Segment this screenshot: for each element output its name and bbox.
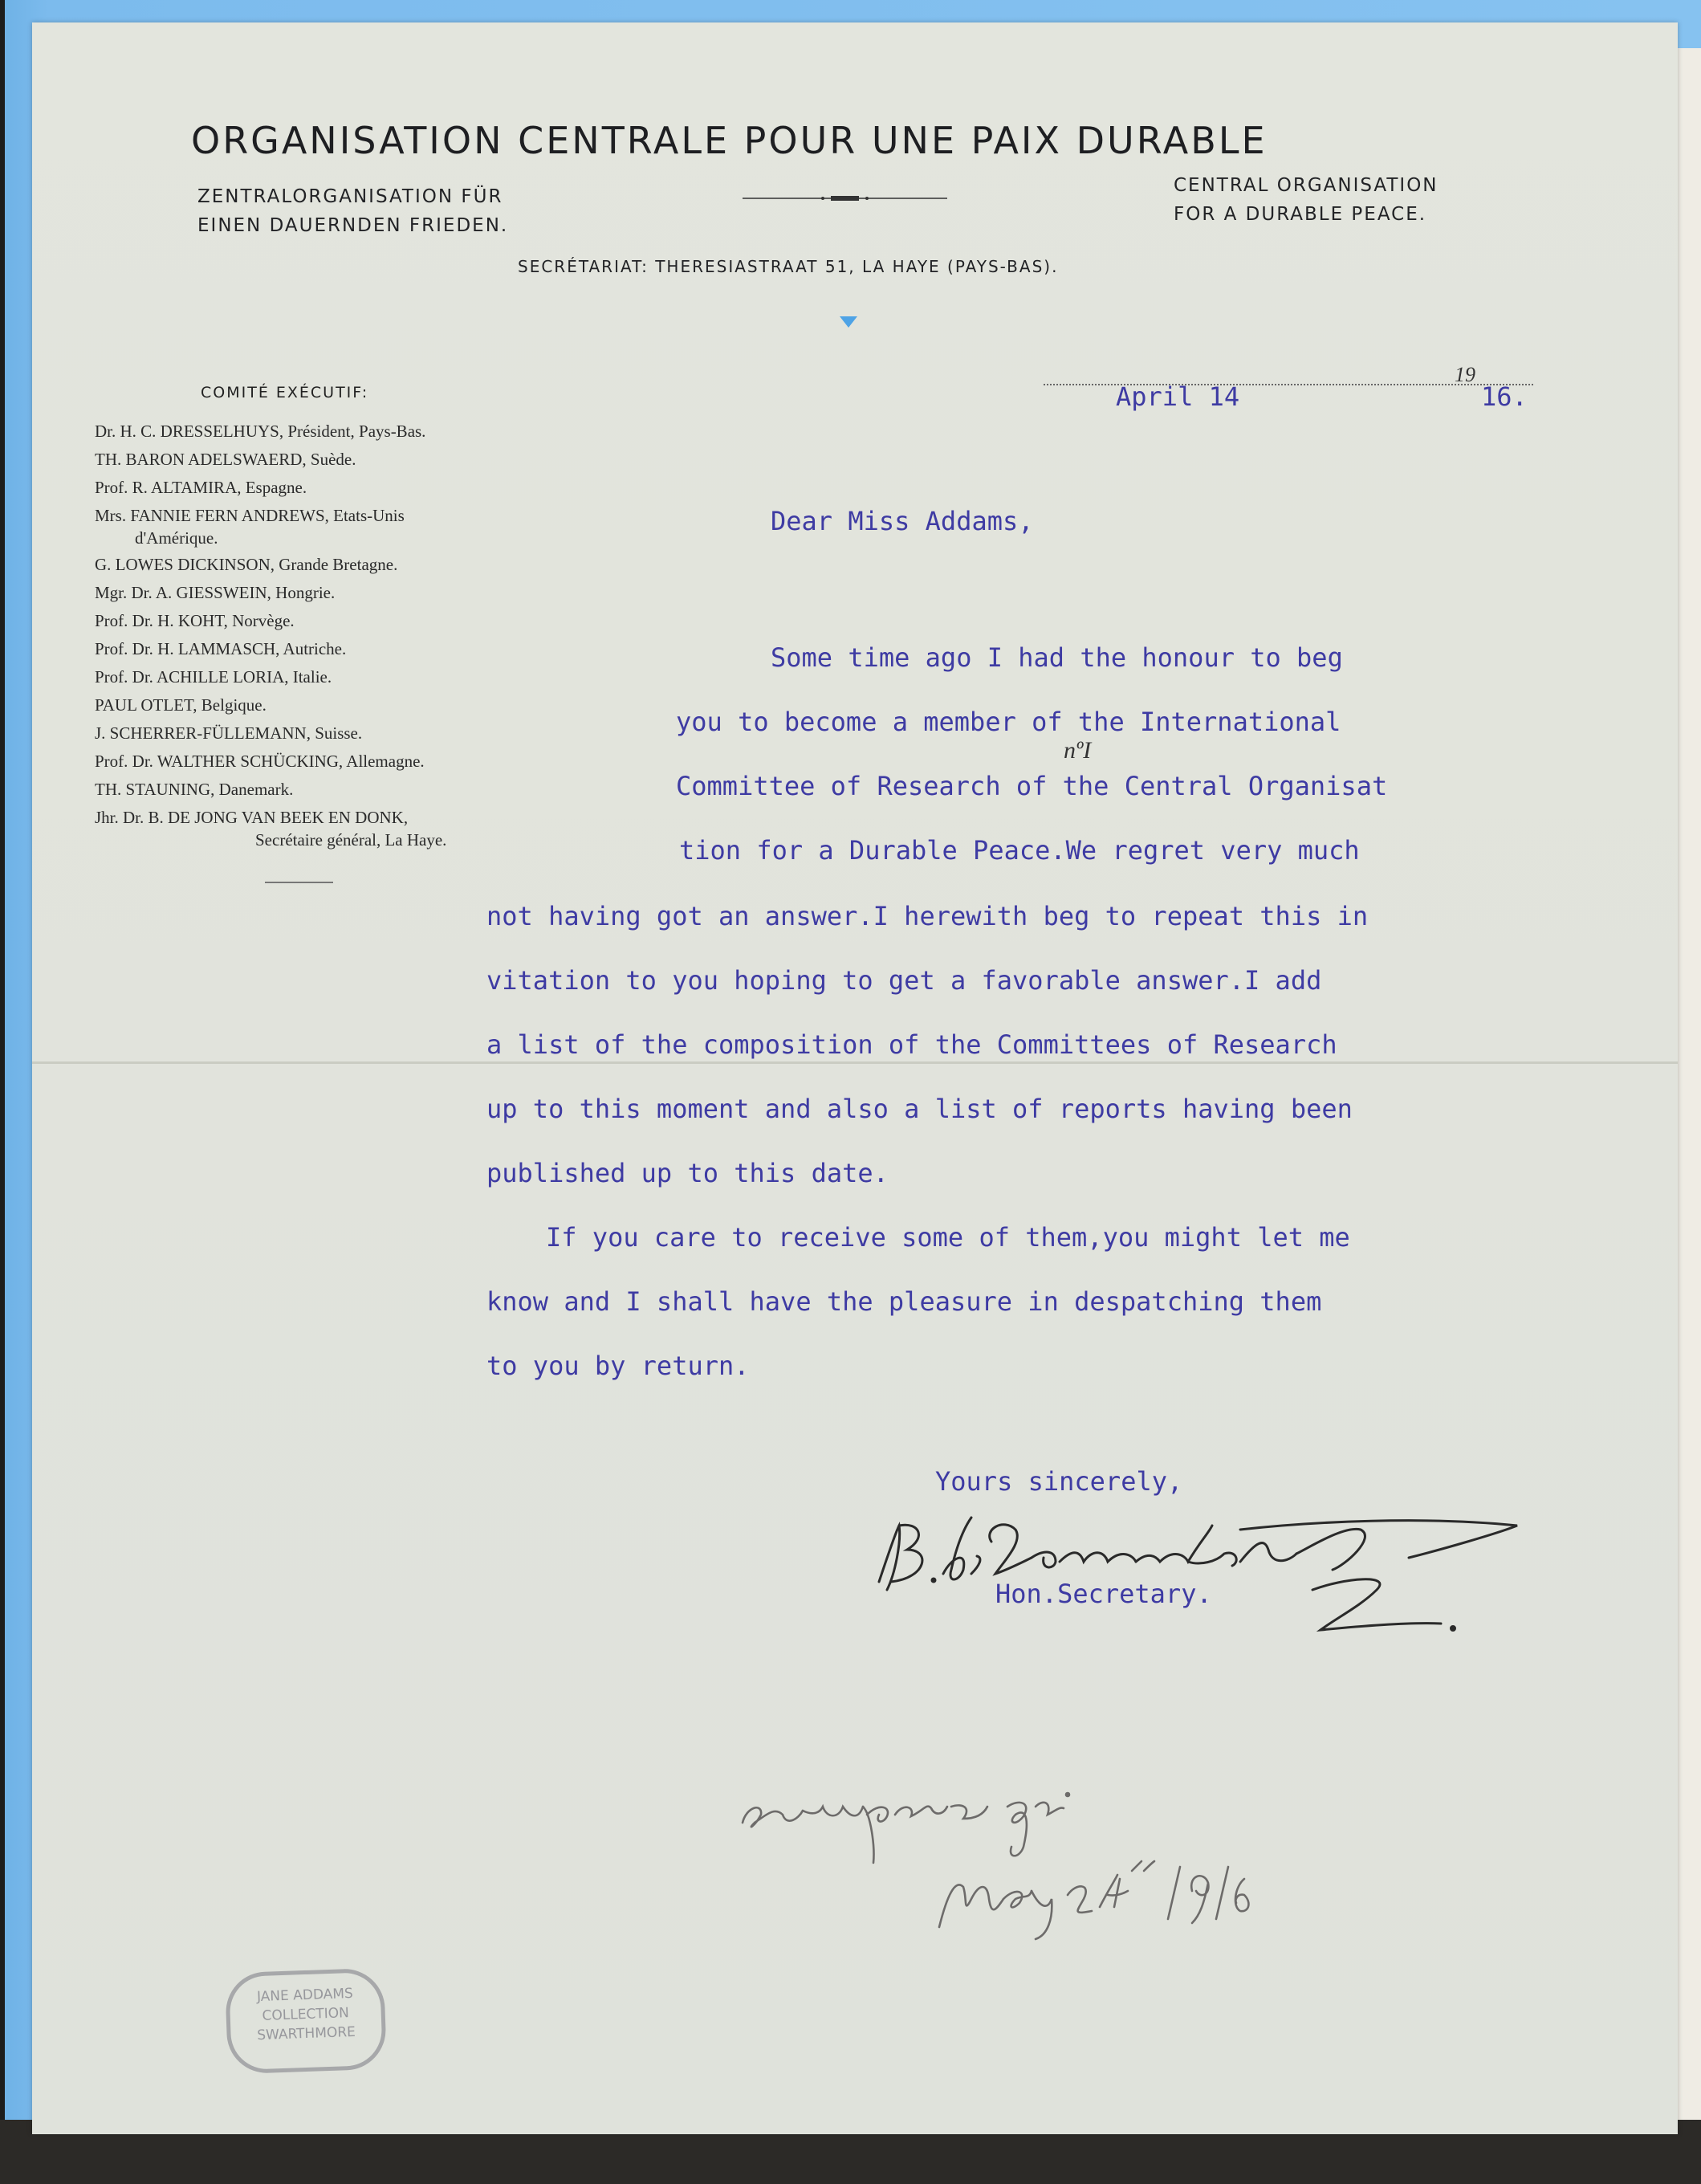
letter-body-line: not having got an answer.I herewith beg to repeat this in bbox=[486, 901, 1369, 931]
committee-member bbox=[95, 637, 520, 661]
handwritten-insert-mark: nºI bbox=[1064, 737, 1092, 764]
committee-member-name: J. SCHERRER-FÜLLEMANN, Suisse. bbox=[95, 723, 363, 743]
committee-member-name: Prof. Dr. ACHILLE LORIA, Italie. bbox=[95, 667, 332, 687]
committee-member bbox=[95, 777, 520, 801]
committee-member-name: Prof. Dr. H. KOHT, Norvège. bbox=[95, 611, 295, 630]
letter-date-year: 16. bbox=[1481, 381, 1528, 412]
letter-body-line: to you by return. bbox=[486, 1351, 750, 1381]
collection-stamp bbox=[225, 1968, 387, 2075]
paper-fold-crease bbox=[32, 1061, 1678, 1064]
committee-member bbox=[95, 609, 520, 633]
letter-body-line: Some time ago I had the honour to beg bbox=[771, 642, 1343, 673]
letterhead-ornament bbox=[743, 194, 947, 202]
committee-member-name: Dr. H. C. DRESSELHUYS, Président, Pays-Bas. bbox=[95, 422, 426, 441]
committee-member-name: Jhr. Dr. B. DE JONG VAN BEEK EN DONK, bbox=[95, 808, 409, 827]
letter-body-line: a list of the composition of the Committees of Research bbox=[486, 1029, 1337, 1060]
committee-member-name: Mrs. FANNIE FERN ANDREWS, Etats-Unis bbox=[95, 506, 405, 525]
letterhead-german-line2: EINEN DAUERNDEN FRIEDEN. bbox=[197, 215, 509, 236]
committee-member bbox=[95, 693, 520, 717]
committee-member-name: G. LOWES DICKINSON, Grande Bretagne. bbox=[95, 555, 398, 574]
committee-member bbox=[95, 503, 520, 548]
letterhead-german-line1: ZENTRALORGANISATION FÜR bbox=[197, 186, 503, 207]
letter-closing: Yours sincerely, bbox=[935, 1466, 1183, 1497]
letter-salutation: Dear Miss Addams, bbox=[771, 506, 1034, 536]
date-printed-century: 19 bbox=[1455, 363, 1475, 386]
letter-body-line: If you care to receive some of them,you might let me bbox=[546, 1222, 1350, 1253]
letter-body-line: tion for a Durable Peace.We regret very much bbox=[679, 835, 1360, 866]
committee-member bbox=[95, 665, 520, 689]
stamp-line: SWARTHMORE bbox=[256, 2023, 356, 2044]
committee-member bbox=[95, 419, 520, 443]
letter-body-line: you to become a member of the International bbox=[676, 707, 1341, 737]
letterhead-english-line1: CENTRAL ORGANISATION bbox=[1174, 175, 1439, 196]
pin-hole-mark bbox=[840, 315, 857, 329]
handwritten-signature bbox=[863, 1493, 1529, 1654]
letter-date: April 14 bbox=[1116, 381, 1240, 412]
signatory-title: Hon.Secretary. bbox=[995, 1579, 1212, 1609]
letter-body-line: up to this moment and also a list of reports having been bbox=[486, 1094, 1353, 1124]
committee-member bbox=[95, 475, 520, 499]
letterhead-secretariat-address: SECRÉTARIAT: THERESIASTRAAT 51, LA HAYE (PAYS-BAS). bbox=[518, 257, 1059, 276]
committee-member-name: TH. STAUNING, Danemark. bbox=[95, 780, 294, 799]
stamp-line: COLLECTION bbox=[262, 2005, 350, 2024]
letter-body-line: Committee of Research of the Central Organisat bbox=[676, 771, 1388, 801]
committee-member bbox=[95, 552, 520, 577]
committee-member-name: Mgr. Dr. A. GIESSWEIN, Hongrie. bbox=[95, 583, 336, 602]
committee-member-list bbox=[95, 419, 520, 854]
committee-member-name: PAUL OTLET, Belgique. bbox=[95, 695, 267, 715]
committee-member-continuation: d'Amérique. bbox=[135, 528, 218, 548]
letter-body-line: published up to this date. bbox=[486, 1158, 889, 1188]
letter-body-line: know and I shall have the pleasure in despatching them bbox=[486, 1286, 1322, 1317]
committee-divider bbox=[265, 882, 333, 883]
committee-member bbox=[95, 581, 520, 605]
pencil-annotation bbox=[730, 1758, 1252, 1943]
committee-member-name: Prof. R. ALTAMIRA, Espagne. bbox=[95, 478, 307, 497]
committee-member-name: Prof. Dr. WALTHER SCHÜCKING, Allemagne. bbox=[95, 752, 425, 771]
stamp-line: JANE ADDAMS bbox=[256, 1985, 354, 2006]
committee-member-name: Prof. Dr. H. LAMMASCH, Autriche. bbox=[95, 639, 347, 658]
committee-member bbox=[95, 749, 520, 773]
committee-member bbox=[95, 805, 520, 850]
committee-member bbox=[95, 721, 520, 745]
committee-member-continuation: Secrétaire général, La Haye. bbox=[255, 830, 447, 850]
letter-body-line: vitation to you hoping to get a favorable answer.I add bbox=[486, 965, 1322, 996]
committee-heading: COMITÉ EXÉCUTIF: bbox=[201, 384, 369, 401]
committee-member bbox=[95, 447, 520, 471]
letterhead-english-line2: FOR A DURABLE PEACE. bbox=[1174, 204, 1427, 225]
letterhead-title: ORGANISATION CENTRALE POUR UNE PAIX DURABLE bbox=[191, 119, 1268, 162]
committee-member-name: TH. BARON ADELSWAERD, Suède. bbox=[95, 450, 356, 469]
